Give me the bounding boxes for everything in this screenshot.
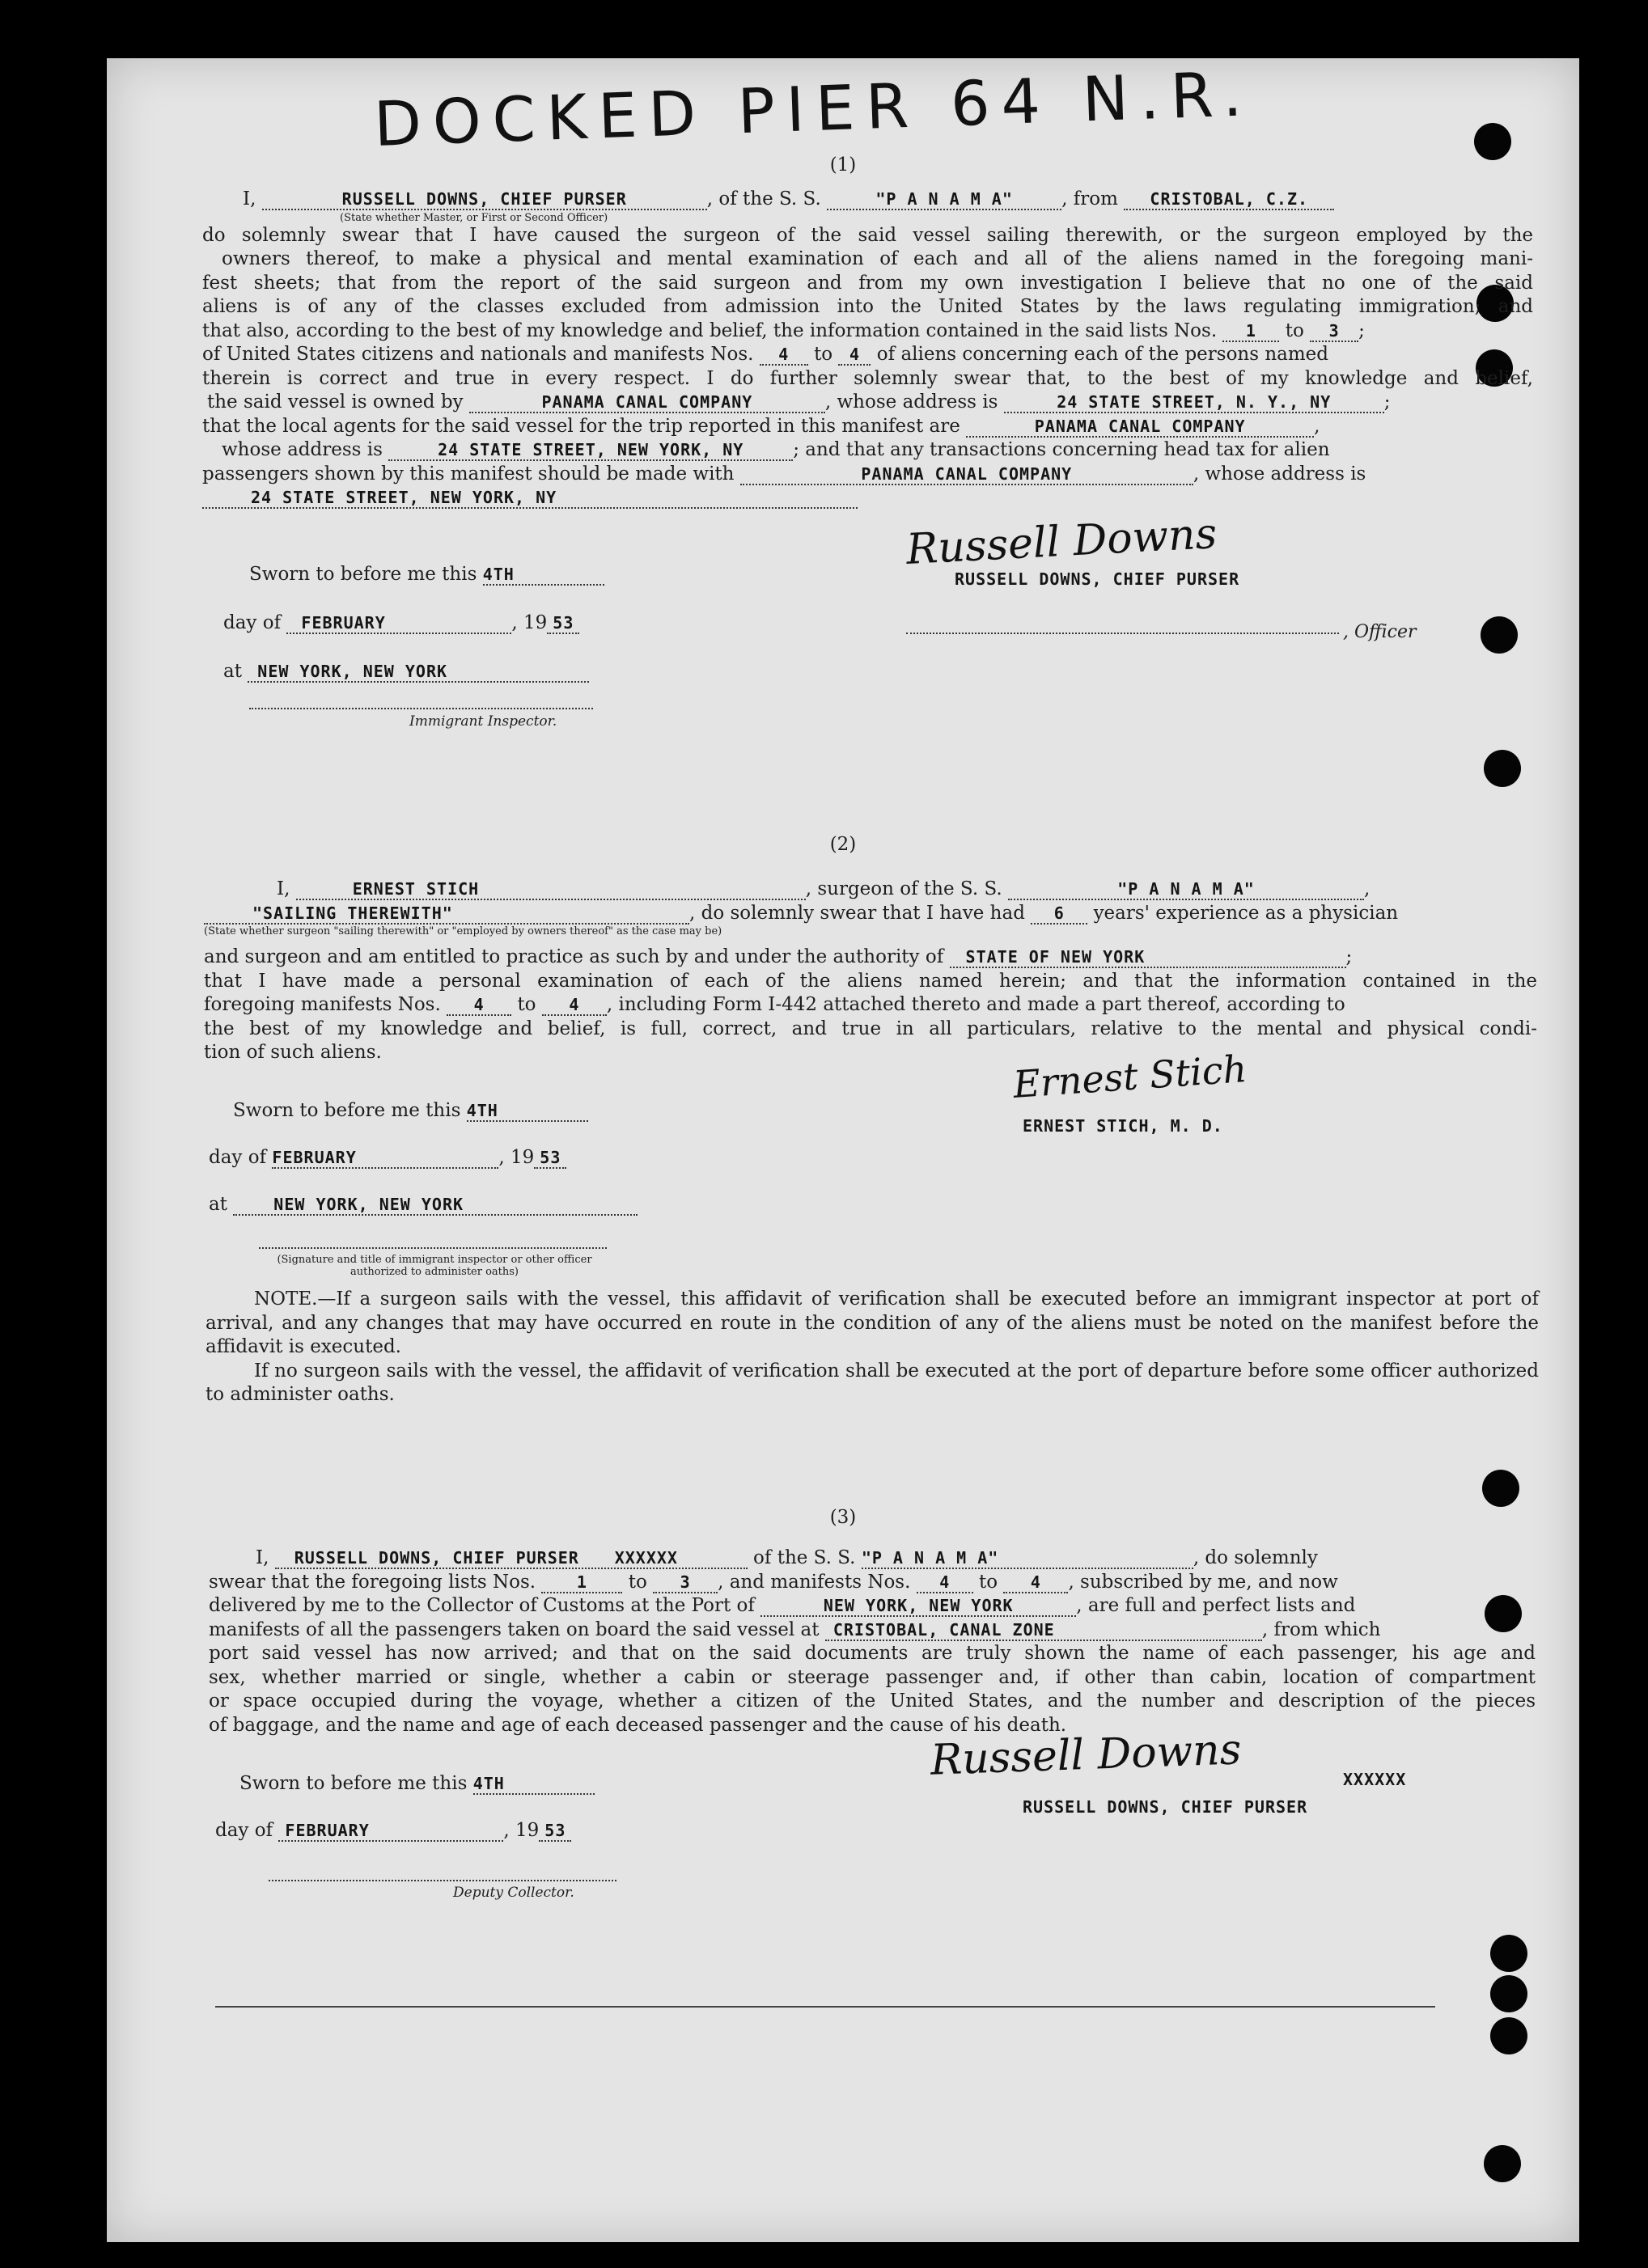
year-suffix: 53	[540, 1148, 561, 1167]
officer-caption: , Officer	[1343, 622, 1417, 642]
section-3-sworn	[212, 1760, 778, 1854]
section-2-number: (2)	[829, 834, 857, 855]
static-text: swear that the foregoing lists Nos.	[209, 1571, 536, 1593]
static-text: to	[1285, 319, 1304, 341]
headtax-party: PANAMA CANAL COMPANY	[861, 463, 1073, 484]
static-text: Sworn to before me this	[233, 1100, 461, 1121]
sailing-status: "SAILING THEREWITH"	[252, 903, 453, 923]
manifest-to: 4	[1030, 1572, 1041, 1592]
sworn-day: 4TH	[472, 1774, 505, 1793]
static-text: ;	[1345, 946, 1353, 967]
static-text: , from which	[1261, 1618, 1381, 1640]
s2-line: the best of my knowledge and belief, is full, correct, and true in all particulars, relative to the mental and physical condi-	[204, 1018, 1537, 1039]
sworn-month: FEBRUARY	[301, 613, 386, 633]
bottom-divider	[215, 2006, 1435, 2008]
static-text: , surgeon of the S. S.	[805, 878, 1002, 899]
manifest-to: 4	[849, 345, 860, 364]
static-text: ,	[1314, 415, 1320, 437]
officer-note: (State whether Master, or First or Second Officer)	[340, 211, 608, 224]
vessel-owner: PANAMA CANAL COMPANY	[541, 392, 753, 412]
year-suffix: 53	[553, 613, 574, 633]
static-text: that also, according to the best of my knowledge and belief, the information contained in the said lists Nos.	[202, 319, 1218, 341]
static-text: , whose address is	[824, 391, 998, 413]
s2-line: tion of such aliens.	[204, 1042, 382, 1063]
static-text: , including Form I-442 attached thereto and made a part thereof, according to	[606, 994, 1345, 1015]
officer-signature-line	[906, 633, 1339, 634]
manifest-page	[107, 58, 1579, 2242]
inspector-signature-line	[249, 708, 593, 709]
static-text: day of	[215, 1820, 273, 1841]
s3-line: of baggage, and the name and age of each deceased passenger and the cause of his death.	[209, 1714, 1067, 1736]
static-text: ,	[498, 1147, 505, 1168]
vessel-name: "P A N A M A"	[875, 189, 1013, 209]
static-text: I,	[256, 1547, 269, 1568]
struck-signature-title: XXXXXX	[1343, 1770, 1407, 1789]
static-text: , are full and perfect lists and	[1076, 1595, 1356, 1616]
static-text: ,	[1364, 878, 1371, 899]
section-3-number: (3)	[829, 1507, 857, 1528]
s3-line: sex, whether married or single, whether a cabin or steerage passenger and, if other than cabin, location of compartment	[209, 1666, 1536, 1688]
list-to: 3	[680, 1572, 691, 1592]
agent-address: 24 STATE STREET, NEW YORK, NY	[438, 440, 744, 459]
manifest-from: 4	[778, 345, 790, 364]
licensing-authority: STATE OF NEW YORK	[965, 947, 1146, 967]
s1-line: do solemnly swear that I have caused the surgeon of the said vessel sailing therewith, or the surgeon employed by the	[202, 224, 1533, 246]
punch-hole	[1484, 2145, 1521, 2182]
year-prefix: 19	[523, 612, 548, 633]
punch-hole	[1481, 616, 1518, 654]
static-text: I,	[243, 188, 256, 209]
year-prefix: 19	[510, 1147, 535, 1168]
officer-signature-line	[259, 1247, 607, 1249]
punch-hole	[1482, 1470, 1519, 1507]
s3-line: or space occupied during the voyage, whether a citizen of the United States, and the number and description of the pieces	[209, 1690, 1536, 1712]
list-from: 1	[576, 1572, 587, 1592]
static-text: to	[979, 1571, 998, 1593]
static-text: , do solemnly swear that I have had	[689, 902, 1025, 924]
static-text: , subscribed by me, and now	[1068, 1571, 1338, 1593]
s3-line: port said vessel has now arrived; and that on the said documents are truly shown the name of each passenger, his age and	[209, 1643, 1536, 1664]
static-text: delivered by me to the Collector of Customs at the Port of	[209, 1595, 755, 1616]
sailing-note: (State whether surgeon "sailing therewith" or "employed by owners thereof" as the case may be)	[204, 925, 722, 937]
punch-hole	[1490, 1975, 1527, 2012]
static-text: to	[628, 1571, 647, 1593]
section-2-body	[204, 878, 1537, 1065]
officer-name: RUSSELL DOWNS, CHIEF PURSER	[341, 189, 627, 209]
static-text: foregoing manifests Nos.	[204, 994, 441, 1015]
static-text: ,	[503, 1820, 510, 1841]
manifest-from: 4	[939, 1572, 951, 1592]
static-text: ;	[1383, 391, 1391, 413]
section-2-sworn	[205, 1087, 772, 1228]
static-text: to	[517, 994, 536, 1015]
static-text: , and manifests Nos.	[718, 1571, 911, 1593]
static-text: the said vessel is owned by	[207, 391, 464, 413]
sworn-month: FEBRUARY	[272, 1148, 357, 1167]
static-text: , whose address is	[1193, 463, 1366, 484]
static-text: Sworn to before me this	[239, 1773, 468, 1794]
arrival-port: NEW YORK, NEW YORK	[823, 1596, 1014, 1615]
s2-line: that I have made a personal examination of each of the aliens named herein; and that the information contained in the	[204, 970, 1537, 992]
static-text: I,	[277, 878, 290, 899]
local-agent: PANAMA CANAL COMPANY	[1034, 416, 1246, 436]
year-prefix: 19	[515, 1820, 540, 1841]
static-text: of aliens concerning each of the persons named	[876, 344, 1329, 365]
static-text: to	[814, 344, 833, 365]
purser-name: RUSSELL DOWNS, CHIEF PURSER	[294, 1548, 579, 1568]
oath-officer-caption: (Signature and title of immigrant inspector or other officer authorized to administer oaths)	[277, 1254, 592, 1278]
collector-caption: Deputy Collector.	[453, 1885, 574, 1901]
static-text: of the S. S.	[753, 1547, 856, 1568]
s1-line: owners thereof, to make a physical and mental examination of each and all of the aliens named in the foregoing mani-	[222, 248, 1533, 269]
section-1-body	[202, 188, 1533, 510]
year-suffix: 53	[544, 1821, 566, 1840]
list-from: 1	[1245, 320, 1256, 341]
static-text: , do solemnly	[1193, 1547, 1318, 1568]
boarding-port: CRISTOBAL, CANAL ZONE	[832, 1619, 1055, 1640]
collector-signature-line	[269, 1880, 616, 1881]
purser-signature: Russell Downs	[930, 1725, 1243, 1785]
static-text: , from	[1061, 188, 1118, 209]
sworn-day: 4TH	[482, 565, 515, 584]
static-text: that the local agents for the said vessel for the trip reported in this manifest are	[202, 415, 960, 437]
section-3-body	[209, 1547, 1536, 1737]
sworn-place: NEW YORK, NEW YORK	[273, 1195, 464, 1214]
static-text: at	[223, 661, 242, 682]
sworn-place: NEW YORK, NEW YORK	[257, 662, 448, 681]
sworn-month: FEBRUARY	[285, 1821, 370, 1840]
purser-typed-name: RUSSELL DOWNS, CHIEF PURSER	[955, 569, 1240, 589]
static-text: day of	[209, 1147, 267, 1168]
note-paragraph: If no surgeon sails with the vessel, the affidavit of verification shall be executed at the port of departure before some officer authorized to administer oaths.	[205, 1360, 1539, 1405]
static-text: of United States citizens and nationals and manifests Nos.	[202, 344, 754, 365]
section-1-number: (1)	[829, 154, 857, 176]
inspector-caption: Immigrant Inspector.	[409, 713, 557, 730]
headtax-address: 24 STATE STREET, NEW YORK, NY	[251, 488, 557, 507]
punch-hole	[1484, 750, 1521, 787]
s1-line: fest sheets; that from the report of the said surgeon and from my own investigation I believe that no one of the said	[202, 272, 1533, 294]
s1-line: therein is correct and true in every respect. I do further solemnly swear that, to the best of my knowledge and belief,	[202, 367, 1533, 389]
static-text: Sworn to before me this	[249, 564, 477, 585]
purser-typed-name: RUSSELL DOWNS, CHIEF PURSER	[1023, 1797, 1308, 1817]
list-to: 3	[1328, 320, 1340, 341]
sworn-day: 4TH	[466, 1101, 498, 1120]
static-text: years' experience as a physician	[1093, 902, 1399, 924]
punch-hole	[1490, 1935, 1527, 1972]
section-1-sworn	[223, 550, 790, 696]
static-text: , of the S. S.	[706, 188, 821, 209]
surgeon-name: ERNEST STICH	[352, 879, 480, 899]
static-text: and surgeon and am entitled to practice as such by and under the authority of	[204, 946, 944, 967]
punch-hole	[1490, 2017, 1527, 2054]
static-text: whose address is	[222, 439, 383, 460]
years-experience: 6	[1053, 903, 1065, 923]
static-text: manifests of all the passengers taken on board the said vessel at	[209, 1618, 820, 1640]
manifest-from: 4	[473, 995, 485, 1014]
struck-title: XXXXXX	[614, 1548, 678, 1568]
static-text: day of	[223, 612, 282, 633]
owner-address: 24 STATE STREET, N. Y., NY	[1057, 392, 1332, 412]
surgeon-signature: Ernest Stich	[1011, 1046, 1248, 1107]
note-paragraph: NOTE.—If a surgeon sails with the vessel, this affidavit of verification shall be executed before an immigrant inspector at port of arrival, and any changes that may have occurred en route in the condition of any of the aliens must be noted on the manifest before the affidavit is executed.	[205, 1288, 1539, 1357]
purser-signature: Russell Downs	[904, 509, 1218, 575]
manifest-to: 4	[569, 995, 580, 1014]
surgeon-typed-name: ERNEST STICH, M. D.	[1023, 1116, 1223, 1136]
static-text: ,	[511, 612, 518, 633]
static-text: at	[209, 1194, 227, 1215]
verification-note	[205, 1288, 1539, 1407]
static-text: ; and that any transactions concerning head tax for alien	[793, 439, 1330, 460]
docked-pier-annotation: DOCKED PIER 64 N.R.	[372, 57, 1255, 160]
static-text: ;	[1358, 319, 1365, 341]
vessel-name: "P A N A M A"	[861, 1548, 999, 1568]
vessel-name: "P A N A M A"	[1117, 879, 1255, 899]
s1-line: aliens is of any of the classes excluded from admission into the United States by the laws regulating immigration; and	[202, 296, 1533, 317]
from-port: CRISTOBAL, C.Z.	[1150, 189, 1309, 209]
static-text: passengers shown by this manifest should be made with	[202, 463, 735, 484]
